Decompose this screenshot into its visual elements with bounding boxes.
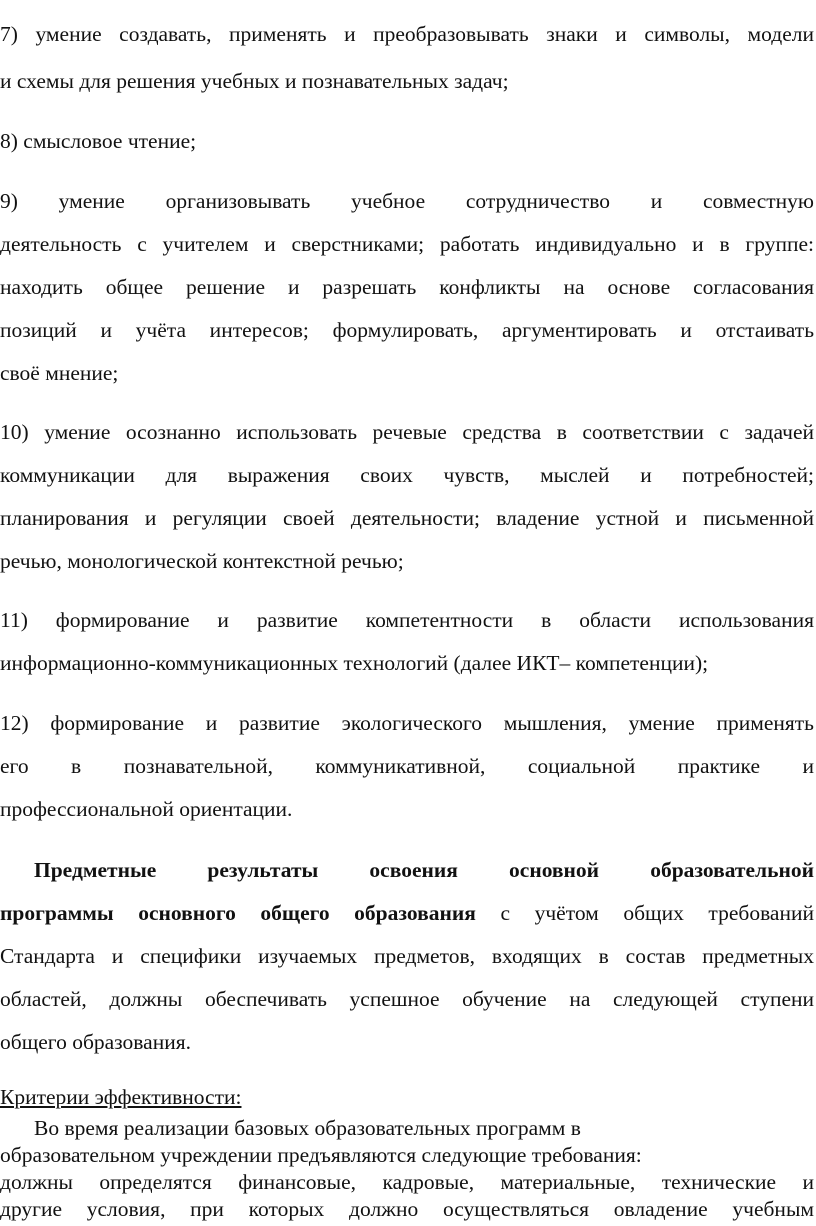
subject-results-line-3: Стандарта и специфики изучаемых предметов, входящих в состав предметных bbox=[0, 944, 814, 968]
criteria-heading: Критерии эффективности: bbox=[0, 1085, 242, 1109]
item-9-line-1: 9) умение организовывать учебное сотрудничество и совместную bbox=[0, 189, 814, 213]
item-9-line-3: находить общее решение и разрешать конфликты на основе согласования bbox=[0, 275, 814, 299]
item-9-line-2: деятельность с учителем и сверстниками; работать индивидуально и в группе: bbox=[0, 232, 814, 256]
subject-results-line-5: общего образования. bbox=[0, 1030, 191, 1054]
item-9-line-4: позиций и учёта интересов; формулировать, аргументировать и отстаивать bbox=[0, 318, 814, 342]
item-7-line-1: 7) умение создавать, применять и преобразовывать знаки и символы, модели bbox=[0, 22, 814, 46]
item-12-line-1: 12) формирование и развитие экологического мышления, умение применять bbox=[0, 711, 814, 735]
item-11-line-1: 11) формирование и развитие компетентности в области использования bbox=[0, 608, 814, 632]
item-10-line-1: 10) умение осознанно использовать речевые средства в соответствии с задачей bbox=[0, 420, 814, 444]
item-9-line-5: своё мнение; bbox=[0, 361, 119, 385]
item-10-line-3: планирования и регуляции своей деятельности; владение устной и письменной bbox=[0, 506, 814, 530]
subject-results-line-1: Предметные результаты освоения основной образовательной bbox=[34, 858, 814, 882]
criteria-line-3: должны определятся финансовые, кадровые, материальные, технические и bbox=[0, 1170, 814, 1194]
criteria-line-1: Во время реализации базовых образовательных программ в bbox=[34, 1116, 581, 1140]
criteria-line-2: образовательном учреждении предъявляются следующие требования: bbox=[0, 1143, 642, 1167]
item-7-line-2: и схемы для решения учебных и познавательных задач; bbox=[0, 69, 509, 93]
criteria-line-4: другие условия, при которых должно осуществляться овладение учебным bbox=[0, 1197, 814, 1221]
subject-results-line-2-rest: с учётом общих требований bbox=[475, 901, 814, 925]
item-8-line-1: 8) смысловое чтение; bbox=[0, 129, 197, 153]
item-10-line-2: коммуникации для выражения своих чувств, мыслей и потребностей; bbox=[0, 463, 814, 487]
subject-results-line-4: областей, должны обеспечивать успешное обучение на следующей ступени bbox=[0, 987, 814, 1011]
item-11-line-2: информационно-коммуникационных технологий (далее ИКТ– компетенции); bbox=[0, 651, 709, 675]
item-12-line-2: его в познавательной, коммуникативной, социальной практике и bbox=[0, 754, 814, 778]
subject-results-bold-title: программы основного общего образования bbox=[0, 901, 476, 925]
subject-results-line-2 bbox=[0, 899, 814, 927]
item-10-line-4: речью, монологической контекстной речью; bbox=[0, 549, 404, 573]
item-12-line-3: профессиональной ориентации. bbox=[0, 797, 293, 821]
